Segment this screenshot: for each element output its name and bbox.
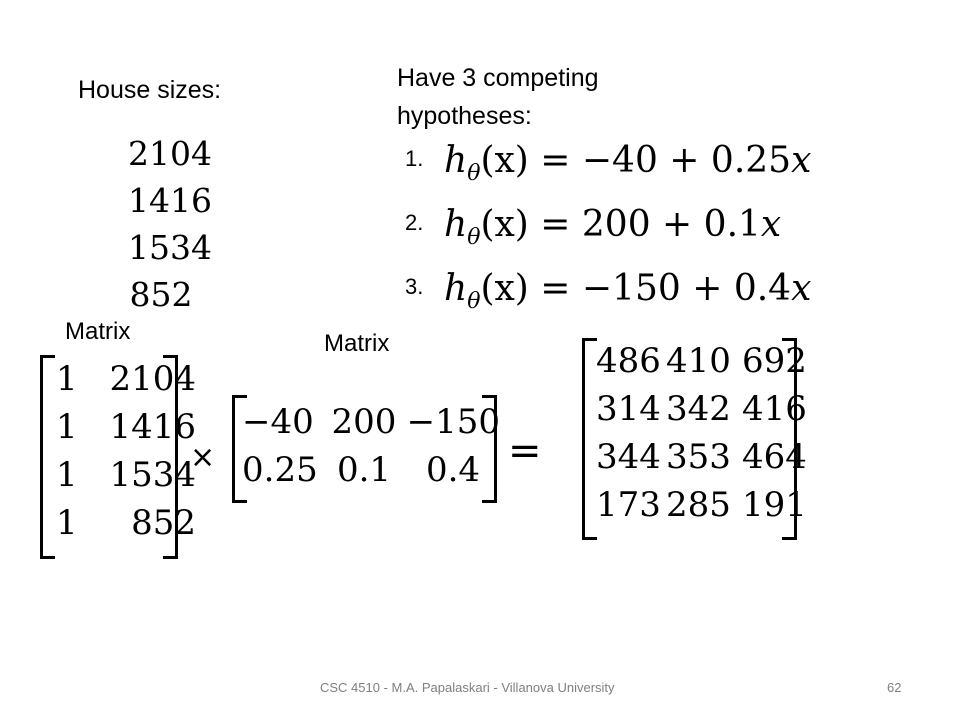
- hypothesis-number: 2.: [405, 210, 424, 235]
- matrix-cell: 1: [56, 503, 78, 543]
- param-matrix: [242, 398, 500, 494]
- footer-course: CSC 4510 - M.A. Papalaskari - Villanova University: [320, 680, 615, 695]
- hypothesis-argument: (x): [480, 140, 529, 181]
- matrix-cell: 342: [666, 389, 731, 429]
- hypothesis-rhs: = 200 + 0.1: [528, 204, 761, 245]
- house-sizes-label: House sizes:: [78, 76, 222, 104]
- data-matrix-left-bracket: [40, 355, 55, 559]
- hypothesis-subscript: θ: [467, 161, 481, 187]
- matrix-cell: 1: [56, 455, 78, 495]
- matrix-cell: 410: [666, 341, 731, 381]
- result-matrix-left-bracket: [582, 338, 597, 540]
- page-number: 62: [887, 680, 902, 695]
- hypothesis-function: h: [444, 204, 468, 245]
- matrix-cell: 200: [331, 402, 397, 442]
- matrix-cell: 285: [666, 485, 731, 525]
- house-size-value: 852: [129, 275, 193, 314]
- matrix-cell: 2104: [109, 359, 196, 399]
- matrix-cell: 0.1: [336, 450, 392, 490]
- house-size-value: 2104: [128, 134, 212, 173]
- hypothesis-function: h: [444, 268, 468, 309]
- matrix-cell: 0.25: [242, 450, 318, 490]
- matrix-cell: 353: [666, 437, 731, 477]
- param-matrix-right-bracket: [482, 395, 497, 503]
- matrix-cell: 314: [596, 389, 661, 429]
- hypothesis-variable: x: [760, 204, 782, 245]
- matrix-label-params: Matrix: [324, 330, 390, 357]
- hypothesis-argument: (x): [480, 268, 529, 309]
- hypothesis-equation: [444, 268, 811, 314]
- matrix-cell: 344: [596, 437, 661, 477]
- matrix-cell: 1: [56, 359, 78, 399]
- matrix-cell: 692: [742, 341, 807, 381]
- result-matrix: [596, 337, 807, 529]
- matrix-cell: 1534: [109, 455, 196, 495]
- hypothesis-argument: (x): [480, 204, 529, 245]
- house-size-value: 1416: [128, 181, 212, 220]
- equals-symbol: =: [508, 428, 542, 474]
- hypothesis-subscript: θ: [467, 225, 481, 251]
- hypothesis-equation: [444, 140, 811, 186]
- matrix-cell: −150: [406, 402, 500, 442]
- matrix-cell: 1416: [109, 407, 196, 447]
- matrix-cell: 486: [596, 341, 661, 381]
- hypothesis-rhs: = −40 + 0.25: [528, 140, 792, 181]
- hypothesis-equation: [444, 204, 781, 250]
- matrix-label-data: Matrix: [65, 318, 131, 345]
- matrix-cell: 464: [742, 437, 807, 477]
- hypothesis-number: 1.: [405, 146, 424, 171]
- matrix-cell: −40: [242, 402, 314, 442]
- hypothesis-subscript: θ: [467, 289, 481, 315]
- house-sizes-list: [128, 130, 212, 318]
- matrix-cell: 173: [596, 485, 661, 525]
- times-symbol: ×: [190, 440, 216, 475]
- data-matrix-right-bracket: [163, 355, 178, 559]
- hypothesis-number: 3.: [405, 274, 424, 299]
- result-matrix-right-bracket: [782, 338, 797, 540]
- hypothesis-rhs: = −150 + 0.4: [528, 268, 792, 309]
- matrix-cell: 852: [131, 503, 196, 543]
- matrix-cell: 1: [56, 407, 78, 447]
- hypothesis-variable: x: [791, 140, 812, 181]
- matrix-cell: 416: [742, 389, 807, 429]
- hypothesis-variable: x: [791, 268, 812, 309]
- house-size-value: 1534: [128, 228, 212, 267]
- hypothesis-function: h: [444, 140, 468, 181]
- hypotheses-title-line2: hypotheses:: [397, 102, 532, 130]
- matrix-cell: 0.4: [425, 450, 481, 490]
- matrix-cell: 191: [742, 485, 807, 525]
- hypotheses-title-line1: Have 3 competing: [397, 64, 599, 92]
